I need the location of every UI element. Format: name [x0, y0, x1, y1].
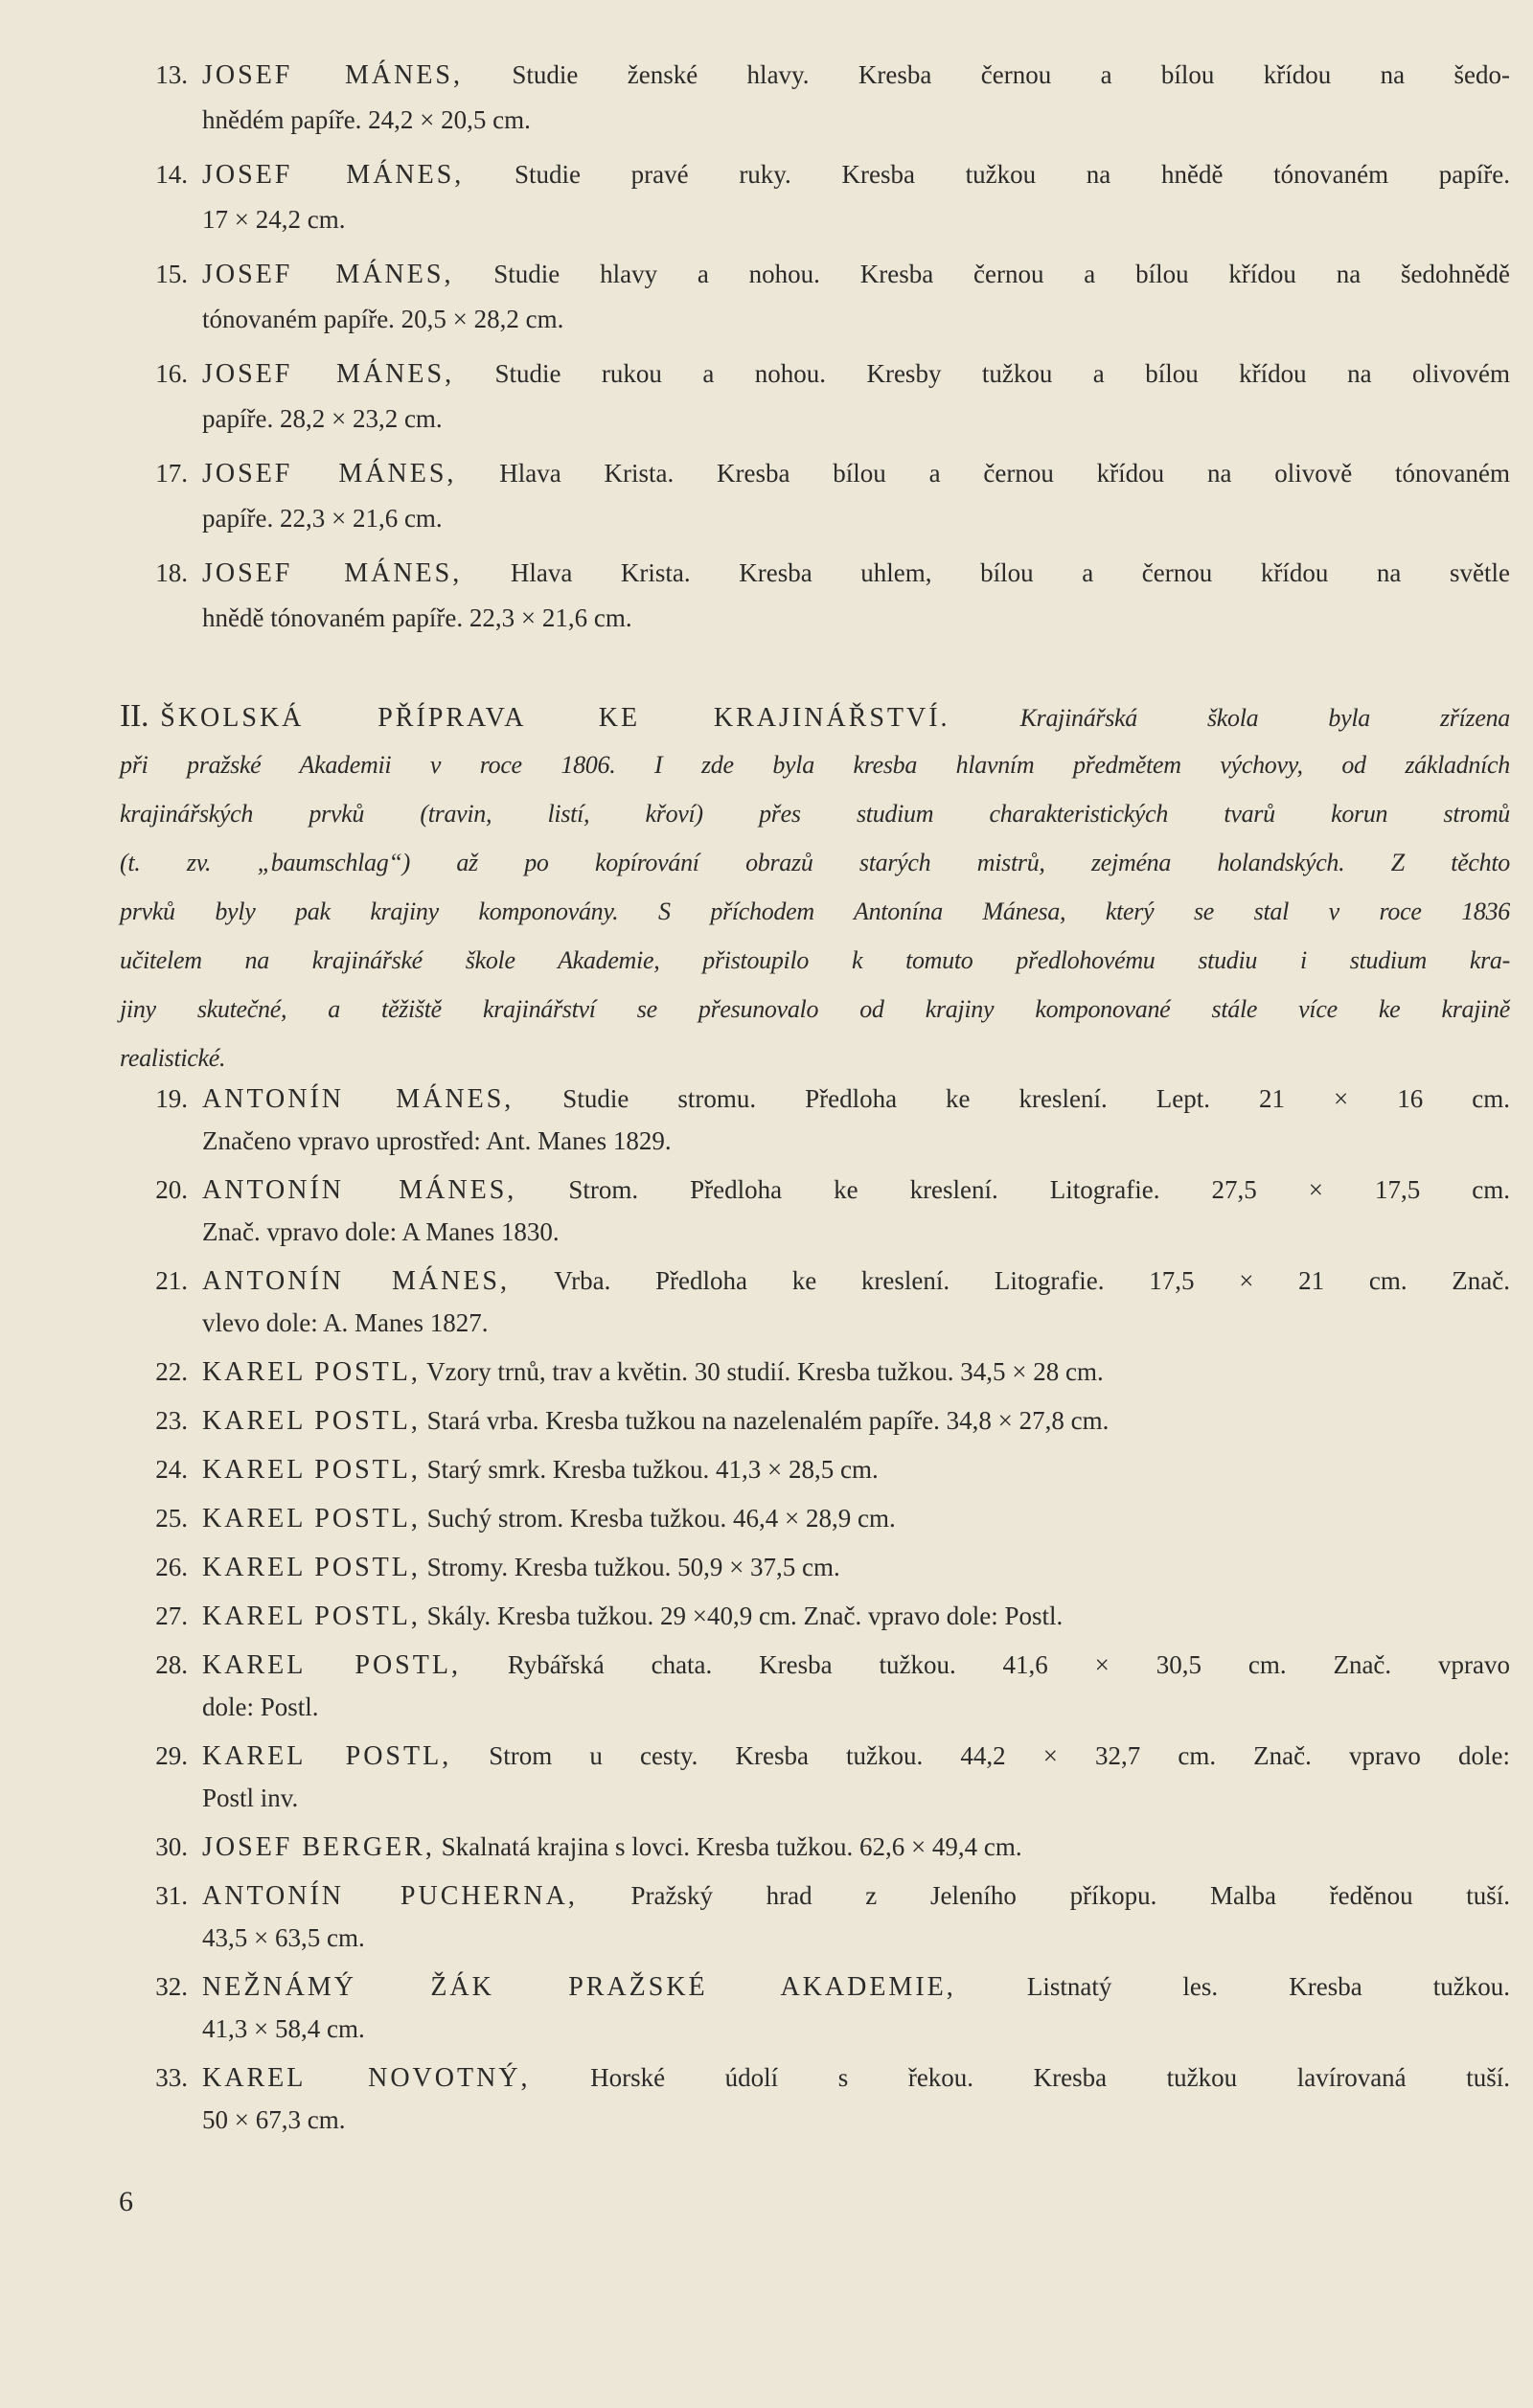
- entry-line: [202, 1120, 1510, 1162]
- section-text: jiny skutečné, a těžiště krajinářství se přesunovalo od krajiny komponované stále více ke krajině: [120, 995, 1510, 1023]
- entry-number: 21.: [155, 1266, 188, 1295]
- section-text-line: [120, 985, 1510, 1034]
- entry-number: 18.: [155, 558, 188, 587]
- artist-name: ANTONÍN MÁNES,: [202, 1266, 510, 1296]
- entry-text: Stromy. Kresba tužkou. 50,9 × 37,5 cm.: [420, 1553, 840, 1581]
- artist-name: NEŽNÁMÝ ŽÁK PRAŽSKÉ AKADEMIE,: [202, 1972, 956, 2002]
- entry-line: [202, 1546, 1510, 1588]
- section-text: prvků byly pak krajiny komponovány. S příchodem Antonína Mánesa, který se stal v roce 1836: [120, 897, 1510, 925]
- entry-text: Studie pravé ruky. Kresba tužkou na hnědě tónovaném papíře.: [464, 160, 1510, 189]
- catalog-entry: [125, 2056, 1510, 2141]
- artist-name: JOSEF MÁNES,: [202, 260, 454, 289]
- entry-line: [202, 1917, 1510, 1959]
- entry-number: 16.: [155, 359, 188, 388]
- catalog-entry: [125, 53, 1510, 143]
- catalog-entry: [125, 1078, 1510, 1162]
- entry-line: [202, 1399, 1510, 1442]
- entry-number: 32.: [155, 1972, 188, 2001]
- entry-line: [202, 1874, 1510, 1917]
- catalog-entry: [125, 1735, 1510, 1819]
- section-text: při pražské Akademii v roce 1806. I zde byla kresba hlavním předmětem výchovy, od základních: [120, 751, 1510, 779]
- entry-text: papíře. 22,3 × 21,6 cm.: [202, 504, 443, 533]
- page-number: 6: [119, 2186, 133, 2217]
- entry-line: [202, 53, 1510, 98]
- section-text-line: [120, 887, 1510, 936]
- artist-name: ANTONÍN MÁNES,: [202, 1175, 517, 1205]
- artist-name: JOSEF MÁNES,: [202, 558, 463, 588]
- entry-line: [202, 152, 1510, 197]
- entry-line: [202, 98, 1510, 143]
- entry-line: [202, 596, 1510, 641]
- catalog-entry: [125, 1826, 1510, 1868]
- entry-text: 50 × 67,3 cm.: [202, 2105, 346, 2134]
- section-text-line: [120, 838, 1510, 887]
- entry-text: 43,5 × 63,5 cm.: [202, 1923, 365, 1952]
- entry-number: 17.: [155, 459, 188, 488]
- artist-name: KAREL POSTL,: [202, 1357, 421, 1387]
- entry-number: 27.: [155, 1602, 188, 1630]
- entry-line: [202, 1595, 1510, 1637]
- entry-number: 26.: [155, 1553, 188, 1581]
- entry-text: 17 × 24,2 cm.: [202, 205, 346, 234]
- entry-text: Horské údolí s řekou. Kresba tužkou lavírovaná tuší.: [530, 2063, 1511, 2092]
- artist-name: KAREL POSTL,: [202, 1504, 421, 1533]
- artist-name: JOSEF BERGER,: [202, 1832, 435, 1862]
- entry-line: [202, 1078, 1510, 1120]
- entry-text: Rybářská chata. Kresba tužkou. 41,6 × 30,5 cm. Znač. vpravo: [460, 1650, 1510, 1679]
- entry-text: vlevo dole: A. Manes 1827.: [202, 1308, 489, 1337]
- entry-number: 19.: [155, 1084, 188, 1113]
- entry-line: [202, 1686, 1510, 1728]
- entry-line: [202, 1735, 1510, 1777]
- entry-text: tónovaném papíře. 20,5 × 28,2 cm.: [202, 305, 564, 333]
- entry-text: Listnatý les. Kresba tužkou.: [955, 1972, 1510, 2001]
- entry-text: Studie hlavy a nohou. Kresba černou a bílou křídou na šedohnědě: [453, 260, 1510, 288]
- entry-text: 41,3 × 58,4 cm.: [202, 2014, 365, 2043]
- section-text-line: [120, 936, 1510, 985]
- catalog-entry: [125, 1497, 1510, 1539]
- entry-text: Studie rukou a nohou. Kresby tužkou a bílou křídou na olivovém: [454, 359, 1510, 388]
- catalog-entry: [125, 1448, 1510, 1490]
- section-text: učitelem na krajinářské škole Akademie, přistoupilo k tomuto předlohovému studiu i studium kra-: [120, 946, 1510, 974]
- catalog-entry: [125, 1169, 1510, 1253]
- entry-line: [202, 397, 1510, 442]
- entry-text: papíře. 28,2 × 23,2 cm.: [202, 404, 443, 433]
- entry-line: [202, 496, 1510, 541]
- entry-number: 33.: [155, 2063, 188, 2092]
- entry-number: 14.: [155, 160, 188, 189]
- entry-text: hnědém papíře. 24,2 × 20,5 cm.: [202, 105, 531, 134]
- entry-text: Strom. Předloha ke kreslení. Litografie. 27,5 × 17,5 cm.: [516, 1175, 1510, 1204]
- entry-text: hnědě tónovaném papíře. 22,3 × 21,6 cm.: [202, 603, 632, 632]
- entry-number: 31.: [155, 1881, 188, 1910]
- entry-text: Postl inv.: [202, 1783, 299, 1812]
- entry-number: 25.: [155, 1504, 188, 1533]
- entry-text: Hlava Krista. Kresba bílou a černou křídou na olivově tónovaném: [456, 459, 1510, 488]
- catalog-entry: [125, 1351, 1510, 1393]
- entry-number: 24.: [155, 1455, 188, 1484]
- entry-line: [202, 1302, 1510, 1344]
- catalog-list-drawings: [125, 53, 1510, 650]
- entry-text: Studie stromu. Předloha ke kreslení. Lept. 21 × 16 cm.: [514, 1084, 1510, 1113]
- entry-text: Pražský hrad z Jeleního příkopu. Malba ředěnou tuší.: [577, 1881, 1511, 1910]
- entry-line: [202, 197, 1510, 242]
- entry-text: Suchý strom. Kresba tužkou. 46,4 × 28,9 cm.: [420, 1504, 896, 1533]
- catalog-entry: [125, 152, 1510, 242]
- entry-line: [202, 1448, 1510, 1490]
- catalog-entry: [125, 551, 1510, 641]
- entry-text: Vrba. Předloha ke kreslení. Litografie. 17,5 × 21 cm. Znač.: [510, 1266, 1510, 1295]
- entry-number: 22.: [155, 1357, 188, 1386]
- entry-line: [202, 352, 1510, 397]
- entry-number: 20.: [155, 1175, 188, 1204]
- entry-number: 23.: [155, 1406, 188, 1435]
- entry-line: [202, 1826, 1510, 1868]
- artist-name: KAREL POSTL,: [202, 1741, 452, 1771]
- section-text: Krajinářská škola byla zřízena: [950, 704, 1510, 732]
- section-intro: [120, 692, 1510, 1082]
- entry-number: 30.: [155, 1832, 188, 1861]
- catalog-entry: [125, 352, 1510, 442]
- artist-name: KAREL POSTL,: [202, 1553, 421, 1582]
- section-text-line: [120, 789, 1510, 838]
- catalog-entry: [125, 1595, 1510, 1637]
- entry-line: [202, 2008, 1510, 2050]
- catalog-entry: [125, 252, 1510, 342]
- section-title: ŠKOLSKÁ PŘÍPRAVA KE KRAJINÁŘSTVÍ.: [160, 703, 950, 733]
- entry-line: [202, 1260, 1510, 1302]
- artist-name: KAREL POSTL,: [202, 1455, 421, 1485]
- entry-number: 28.: [155, 1650, 188, 1679]
- section-text: krajinářských prvků (travin, listí, křoví) přes studium charakteristických tvarů korun stromů: [120, 800, 1510, 828]
- entry-line: [202, 252, 1510, 297]
- entry-line: [202, 1351, 1510, 1393]
- catalog-entry: [125, 1965, 1510, 2050]
- entry-text: dole: Postl.: [202, 1692, 319, 1721]
- section-text-line: [120, 1034, 1510, 1082]
- entry-text: Skály. Kresba tužkou. 29 ×40,9 cm. Znač. vpravo dole: Postl.: [420, 1602, 1064, 1630]
- catalog-entry: [125, 1399, 1510, 1442]
- section-text-line: [120, 692, 1510, 740]
- artist-name: KAREL POSTL,: [202, 1650, 461, 1680]
- artist-name: ANTONÍN PUCHERNA,: [202, 1881, 578, 1911]
- entry-line: [202, 297, 1510, 342]
- entry-number: 29.: [155, 1741, 188, 1770]
- entry-line: [202, 1169, 1510, 1211]
- catalog-entry: [125, 1644, 1510, 1728]
- entry-number: 15.: [155, 260, 188, 288]
- artist-name: JOSEF MÁNES,: [202, 459, 457, 488]
- section-text: (t. zv. „baumschlag“) až po kopírování obrazů starých mistrů, zejména holandských. Z těchto: [120, 849, 1510, 876]
- section-numeral: II.: [120, 698, 149, 734]
- entry-text: Strom u cesty. Kresba tužkou. 44,2 × 32,7 cm. Znač. vpravo dole:: [451, 1741, 1511, 1770]
- entry-line: [202, 1965, 1510, 2008]
- entry-line: [202, 451, 1510, 496]
- entry-line: [202, 2056, 1510, 2099]
- entry-line: [202, 1497, 1510, 1539]
- artist-name: KAREL NOVOTNÝ,: [202, 2063, 531, 2093]
- entry-number: 13.: [155, 60, 188, 89]
- catalog-entry: [125, 1546, 1510, 1588]
- artist-name: KAREL POSTL,: [202, 1406, 421, 1436]
- artist-name: KAREL POSTL,: [202, 1602, 421, 1631]
- entry-line: [202, 551, 1510, 596]
- artist-name: JOSEF MÁNES,: [202, 160, 465, 190]
- artist-name: ANTONÍN MÁNES,: [202, 1084, 515, 1114]
- entry-text: Skalnatá krajina s lovci. Kresba tužkou. 62,6 × 49,4 cm.: [434, 1832, 1022, 1861]
- catalog-entry: [125, 1260, 1510, 1344]
- section-text-line: [120, 740, 1510, 789]
- catalog-entry: [125, 1874, 1510, 1959]
- entry-text: Studie ženské hlavy. Kresba černou a bílou křídou na šedo-: [463, 60, 1510, 89]
- artist-name: JOSEF MÁNES,: [202, 359, 455, 389]
- entry-text: Starý smrk. Kresba tužkou. 41,3 × 28,5 cm.: [420, 1455, 879, 1484]
- entry-text: Vzory trnů, trav a květin. 30 studií. Kresba tužkou. 34,5 × 28 cm.: [420, 1357, 1104, 1386]
- catalog-entry: [125, 451, 1510, 541]
- entry-line: [202, 1777, 1510, 1819]
- catalog-list-landscape: [125, 1078, 1510, 2147]
- entry-text: Znač. vpravo dole: A Manes 1830.: [202, 1217, 560, 1246]
- entry-line: [202, 1211, 1510, 1253]
- section-text: realistické.: [120, 1044, 226, 1072]
- entry-text: Hlava Krista. Kresba uhlem, bílou a černou křídou na světle: [462, 558, 1510, 587]
- entry-text: Značeno vpravo uprostřed: Ant. Manes 1829.: [202, 1126, 672, 1155]
- entry-text: Stará vrba. Kresba tužkou na nazelenalém papíře. 34,8 × 27,8 cm.: [420, 1406, 1110, 1435]
- entry-line: [202, 2099, 1510, 2141]
- artist-name: JOSEF MÁNES,: [202, 60, 463, 90]
- entry-line: [202, 1644, 1510, 1686]
